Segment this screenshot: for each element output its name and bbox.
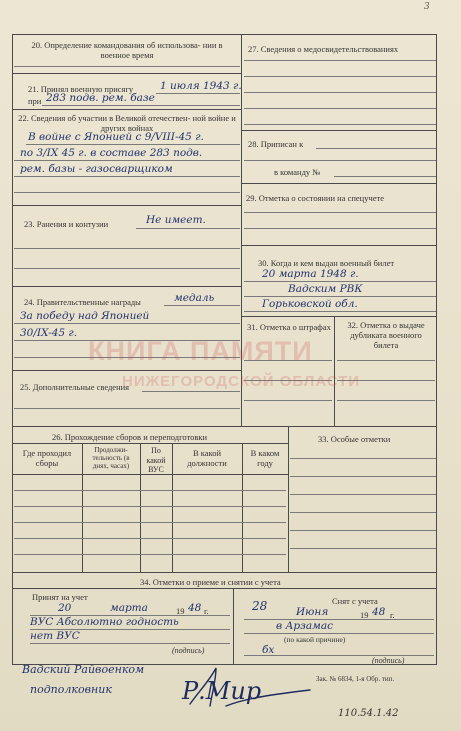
signature-flourish-icon — [186, 660, 316, 716]
row-divider — [241, 316, 437, 317]
rule — [244, 212, 436, 213]
s34-right-hw-extra: бх — [262, 644, 275, 656]
watermark-line2: НИЖЕГОРОДСКОЙ ОБЛАСТИ — [122, 373, 361, 390]
row-divider — [12, 286, 241, 287]
rule — [14, 160, 240, 161]
s30-hw1: 20 марта 1948 г. — [262, 268, 359, 280]
s34-right-title: Снят с учета — [332, 596, 378, 606]
s24-hw2: За победу над Японией — [20, 310, 150, 322]
rule — [244, 296, 436, 297]
rule — [14, 554, 286, 555]
row-divider — [12, 370, 241, 371]
footer-hw-note2: подполковник — [30, 683, 112, 696]
row-divider — [12, 205, 241, 206]
rule — [136, 228, 240, 229]
rule — [156, 93, 240, 94]
row-divider — [12, 426, 437, 427]
s34-right-g: г. — [390, 610, 395, 620]
archive-number: 110.54.1.42 — [338, 708, 399, 719]
rule — [290, 512, 436, 513]
row-divider — [12, 73, 241, 74]
s24-hw3: 30/IX-45 г. — [20, 327, 78, 339]
row-divider — [241, 130, 437, 131]
s22-hw3: рем. базы - газосварщиком — [20, 163, 173, 175]
s34-left-title: Принят на учет — [32, 592, 88, 602]
rule — [290, 548, 436, 549]
rule — [244, 160, 436, 161]
s21-label-b: при — [28, 96, 42, 106]
s34-left-year-prefix: 19 — [176, 606, 185, 616]
s23-label: 23. Ранения и контузии — [24, 219, 109, 229]
s33-label: 33. Особые отметки — [318, 434, 391, 444]
s34-right-hw-year: 48 — [372, 606, 386, 618]
rule — [244, 281, 436, 282]
s34-right-hw-month: Июня — [296, 606, 329, 618]
s21-hw-date: 1 июля 1943 г. — [160, 80, 242, 92]
footer-hw-signature: Р.Мир — [182, 677, 262, 705]
s28-label-a: 28. Приписан к — [248, 139, 304, 149]
s34-left-hw-line2: нет ВУС — [30, 630, 80, 642]
s34-label: 34. Отметки о приеме и снятии с учета — [140, 577, 281, 587]
print-code: Зак. № 6834, 1-я Обр. тип. — [316, 675, 395, 683]
s30-hw3: Горьковской обл. — [262, 298, 358, 310]
rule — [30, 643, 230, 644]
s27-label: 27. Сведения о медосвидетельствованиях — [248, 44, 399, 54]
rule — [14, 408, 240, 409]
rule — [244, 633, 434, 634]
rule — [244, 60, 436, 61]
rule — [290, 530, 436, 531]
rule — [14, 506, 286, 507]
row-divider — [241, 183, 437, 184]
footer-hw-note1: Вадский Райвоенком — [22, 663, 145, 676]
rule — [244, 655, 434, 656]
page-marker: 3 — [424, 2, 430, 12]
row-divider — [12, 572, 437, 573]
s34-right-sign: (подпись) — [372, 656, 405, 665]
s22-hw2: по 3/IX 45 г. в составе 283 подв. — [20, 147, 203, 159]
rule — [316, 148, 436, 149]
rule — [14, 248, 240, 249]
rule — [244, 400, 332, 401]
rule — [244, 228, 436, 229]
s26-label: 26. Прохождение сборов и переподготовки — [52, 432, 208, 442]
s32-label: 32. Отметка о выдаче дубликата военного билета — [347, 320, 425, 350]
s22-hw1: В войне с Японией с 9/VIII-45 г. — [28, 131, 204, 143]
s24-hw1: медаль — [174, 292, 215, 304]
cell-divider — [172, 443, 173, 572]
s29-label: 29. Отметка о состоянии на спецучете — [246, 193, 384, 203]
rule — [337, 400, 435, 401]
s26-col2: Продолжи- тельность (в днях, часах) — [92, 446, 130, 470]
s26-col5: В каком году — [250, 448, 280, 468]
rule — [244, 311, 436, 312]
s34-left-g: г. — [204, 606, 209, 616]
s34-left-hw-year: 48 — [188, 602, 202, 614]
rule — [14, 490, 286, 491]
rule — [14, 66, 240, 67]
rule — [290, 458, 436, 459]
rule — [290, 494, 436, 495]
s34-left-sign: (подпись) — [172, 646, 205, 655]
s34-left-hw-day: 20 — [58, 602, 72, 614]
s21-label-a: 21. Принял военную присягу — [28, 84, 134, 94]
rule — [244, 108, 436, 109]
rule — [14, 192, 240, 193]
rule — [14, 522, 286, 523]
rule — [334, 176, 436, 177]
rule — [14, 268, 240, 269]
rule — [244, 76, 436, 77]
cell-divider — [242, 443, 243, 572]
row-divider — [12, 474, 288, 475]
s24-label: 24. Правительственные награды — [24, 297, 141, 307]
s31-label: 31. Отметка о штрафах — [247, 322, 331, 332]
s25-label: 25. Дополнительные сведения — [20, 382, 130, 392]
s34-right-reason-label: (по какой причине) — [284, 635, 346, 644]
rule — [244, 619, 434, 620]
rule — [14, 323, 240, 324]
s34-left-hw-month: марта — [110, 602, 148, 614]
s20-label: 20. Определение командования об использова- нии в военное время — [31, 40, 223, 60]
rule — [26, 144, 240, 145]
cell-divider — [334, 316, 335, 426]
s30-hw2: Вадским РВК — [288, 283, 363, 295]
rule — [164, 305, 240, 306]
column-divider — [241, 34, 242, 426]
watermark-line1: КНИГА ПАМЯТИ — [88, 336, 313, 366]
s34-right-hw-day: 28 — [252, 599, 268, 613]
s34-left-hw-line1: ВУС Абсолютно годность — [30, 616, 179, 628]
s26-col1: Где проходил сборы — [22, 448, 72, 468]
column-divider — [233, 588, 234, 665]
column-divider — [288, 426, 289, 572]
row-divider — [12, 109, 241, 110]
s26-col3: По какой ВУС — [146, 446, 166, 474]
row-divider — [12, 588, 437, 589]
rule — [14, 538, 286, 539]
rule — [42, 105, 240, 106]
s34-right-year-prefix: 19 — [360, 610, 369, 620]
cell-divider — [82, 443, 83, 572]
s22-label: 22. Сведения об участии в Великой отечествен- ной войне и других войнах — [18, 113, 236, 133]
row-divider — [12, 443, 288, 444]
s34-right-hw-reason: в Арзамас — [276, 620, 333, 632]
rule — [142, 391, 240, 392]
s28-label-b: в команду № — [274, 167, 321, 177]
s26-col4: В какой должности — [187, 448, 227, 468]
rule — [244, 124, 436, 125]
rule — [14, 176, 240, 177]
rule — [244, 92, 436, 93]
rule — [337, 360, 435, 361]
s23-hw: Не имеет. — [146, 214, 206, 226]
rule — [290, 476, 436, 477]
s21-hw-unit: 283 подв. рем. базе — [46, 92, 155, 104]
s30-label: 30. Когда и кем выдан военный билет — [258, 258, 395, 268]
row-divider — [241, 245, 437, 246]
cell-divider — [140, 443, 141, 572]
